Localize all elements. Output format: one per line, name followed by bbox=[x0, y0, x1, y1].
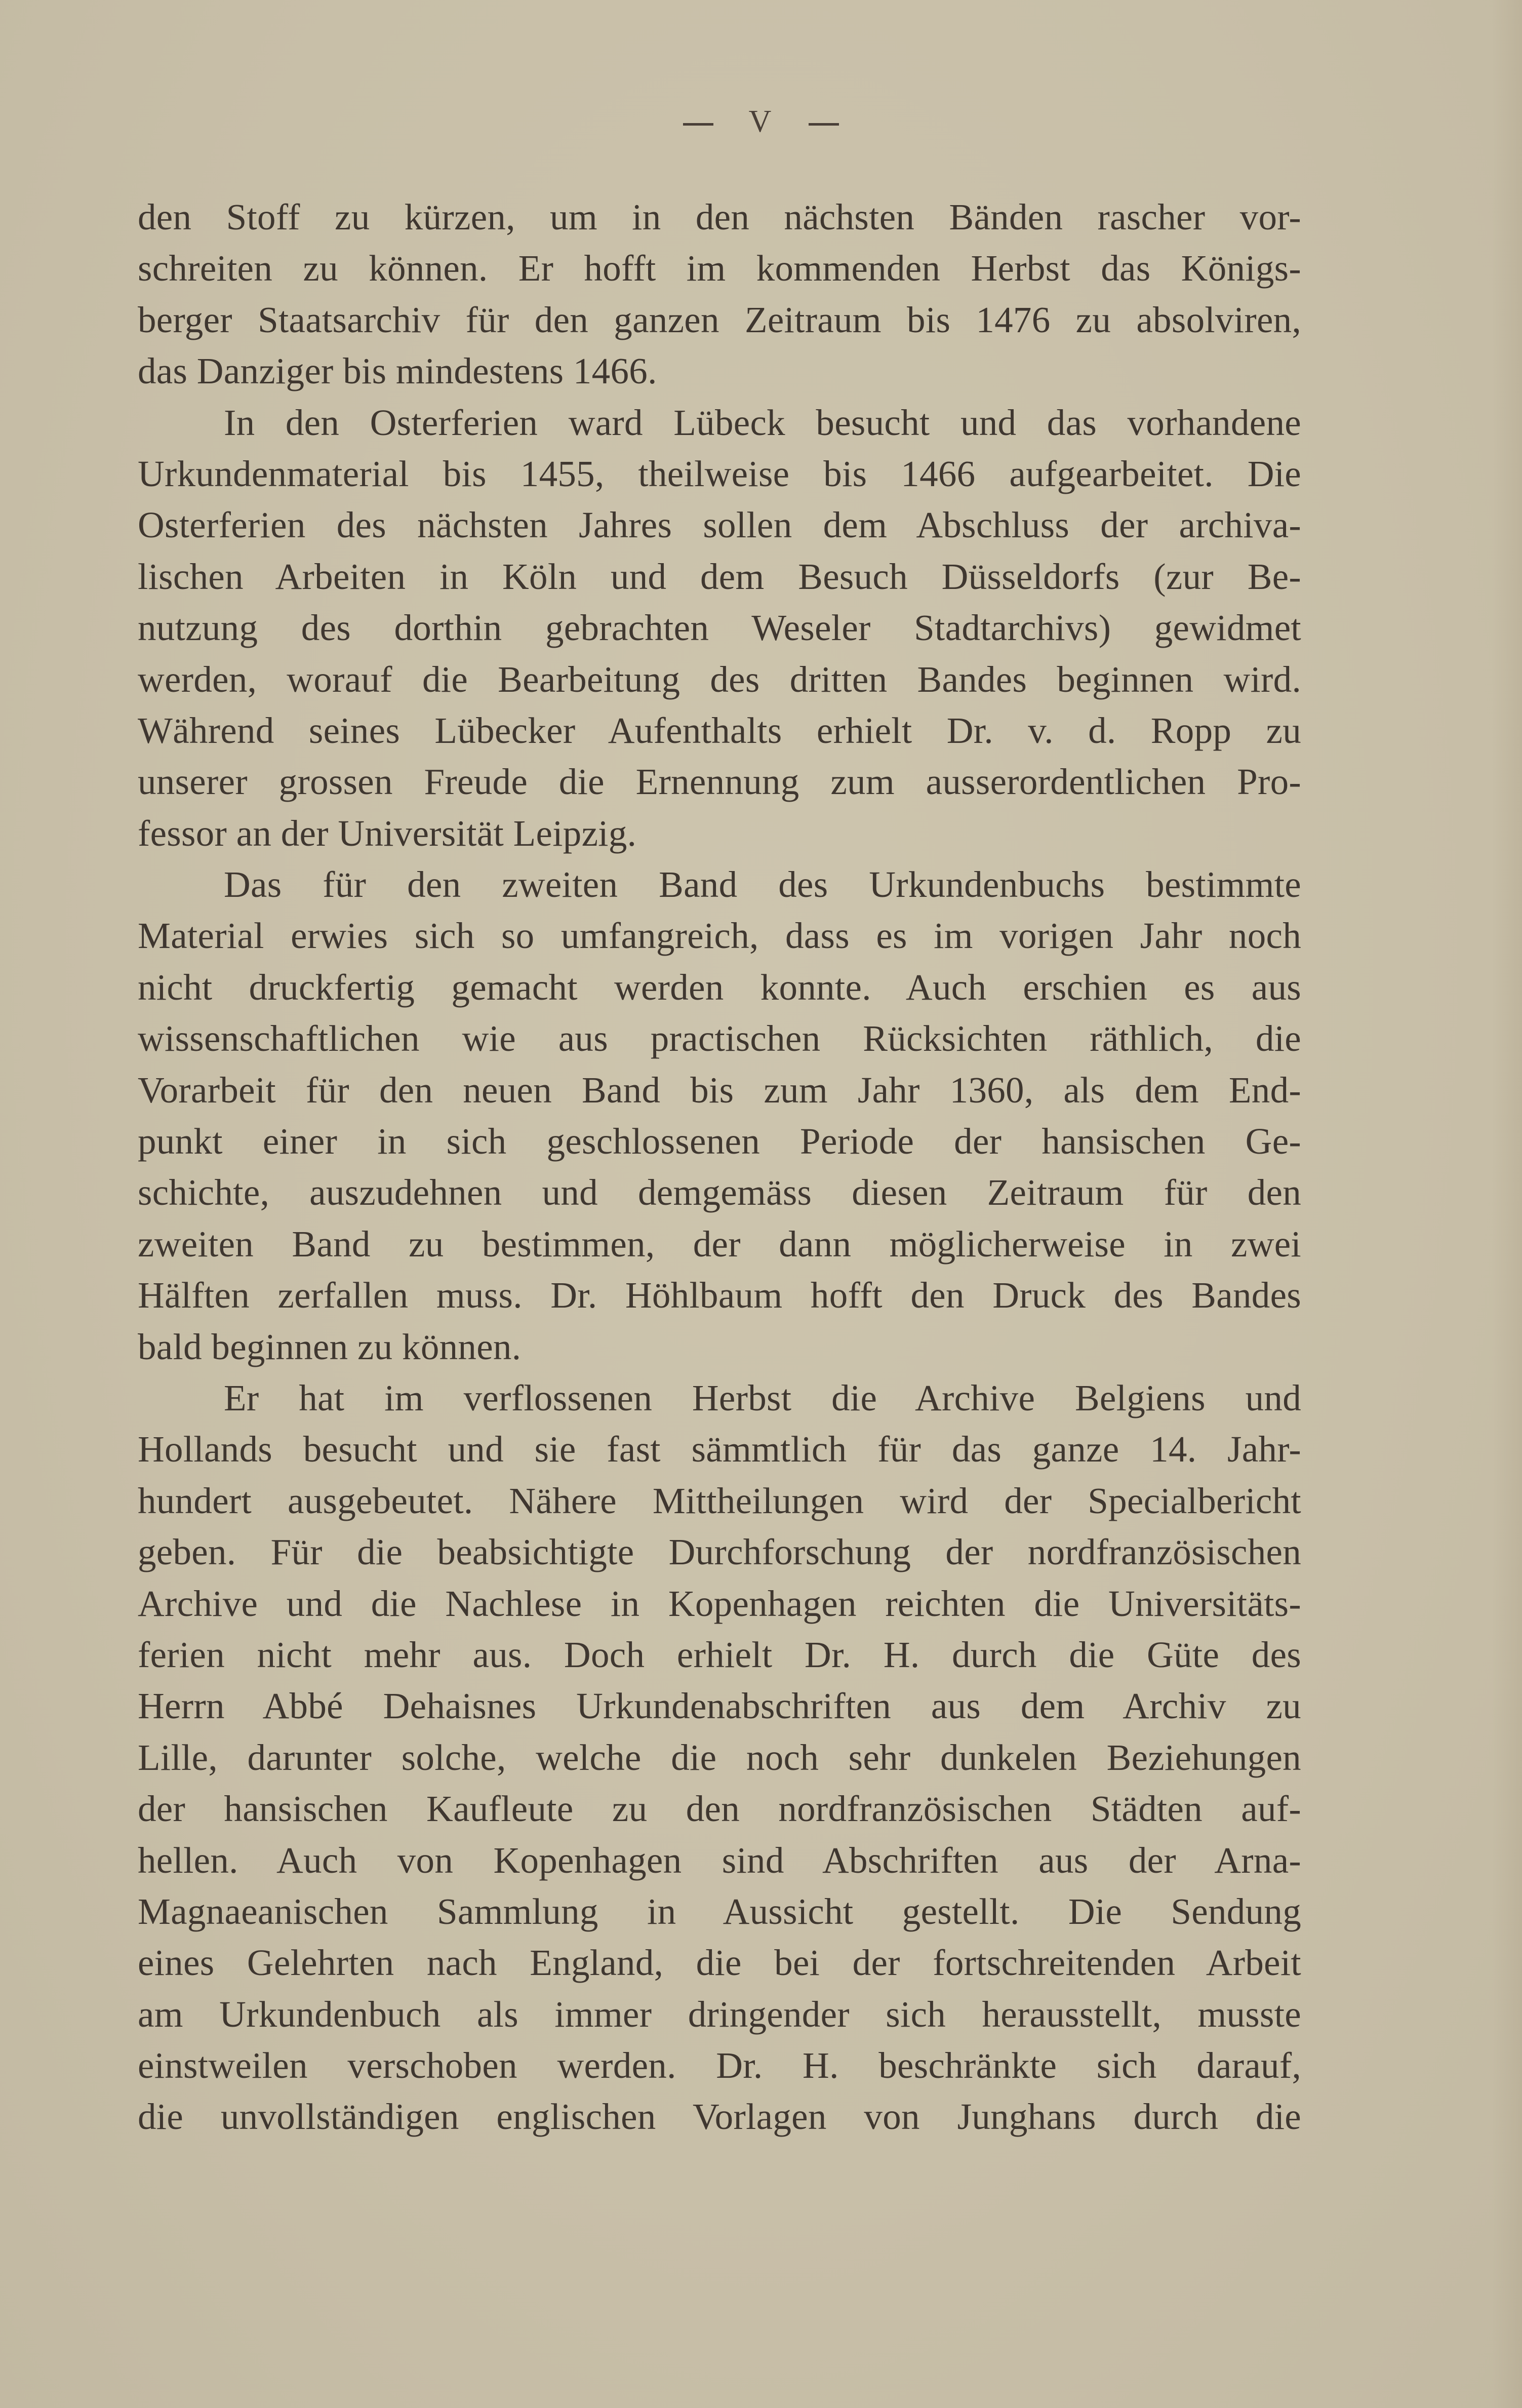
text-line: Während seines Lübecker Aufenthalts erhielt Dr. v. d. Ropp zu bbox=[138, 709, 1301, 751]
page-header bbox=[0, 104, 1522, 140]
header-dash-left bbox=[683, 123, 713, 126]
text-line: nutzung des dorthin gebrachten Weseler Stadtarchivs) gewidmet bbox=[138, 607, 1301, 649]
text-line: ferien nicht mehr aus. Doch erhielt Dr. H. durch die Güte des bbox=[138, 1634, 1301, 1675]
paragraph bbox=[138, 191, 1301, 397]
text-line: Archive und die Nachlese in Kopenhagen reichten die Universitäts- bbox=[138, 1583, 1301, 1624]
text-line: Magnaeanischen Sammlung in Aussicht gestellt. Die Sendung bbox=[138, 1890, 1301, 1932]
text-line: berger Staatsarchiv für den ganzen Zeitraum bis 1476 zu absolviren, bbox=[138, 299, 1301, 340]
text-line: Hälften zerfallen muss. Dr. Höhlbaum hofft den Druck des Bandes bbox=[138, 1275, 1301, 1316]
text-line: Herrn Abbé Dehaisnes Urkundenabschriften aus dem Archiv zu bbox=[138, 1685, 1301, 1727]
page-edge-shadow bbox=[1492, 0, 1522, 2408]
text-line: Hollands besucht und sie fast sämmtlich für das ganze 14. Jahr- bbox=[138, 1429, 1301, 1470]
text-line: der hansischen Kaufleute zu den nordfranzösischen Städten auf- bbox=[138, 1788, 1301, 1830]
text-line: einstweilen verschoben werden. Dr. H. beschränkte sich darauf, bbox=[138, 2045, 1301, 2086]
text-line: werden, worauf die Bearbeitung des dritten Bandes beginnen wird. bbox=[138, 658, 1301, 700]
text-line: Osterferien des nächsten Jahres sollen dem Abschluss der archiva- bbox=[138, 504, 1301, 546]
text-line: Er hat im verflossenen Herbst die Archive Belgiens und bbox=[224, 1377, 1301, 1418]
text-line: das Danziger bis mindestens 1466. bbox=[138, 350, 657, 392]
text-line: eines Gelehrten nach England, die bei der fortschreitenden Arbeit bbox=[138, 1942, 1301, 1984]
text-line: wissenschaftlichen wie aus practischen Rücksichten räthlich, die bbox=[138, 1018, 1301, 1059]
text-line: hellen. Auch von Kopenhagen sind Abschriften aus der Arna- bbox=[138, 1839, 1301, 1881]
text-line: geben. Für die beabsichtigte Durchforschung der nordfranzösischen bbox=[138, 1531, 1301, 1573]
text-line: Vorarbeit für den neuen Band bis zum Jahr 1360, als dem End- bbox=[138, 1069, 1301, 1111]
text-line: bald beginnen zu können. bbox=[138, 1326, 522, 1367]
text-line: punkt einer in sich geschlossenen Periode der hansischen Ge- bbox=[138, 1121, 1301, 1162]
body-text bbox=[138, 191, 1301, 2143]
paragraph bbox=[138, 1372, 1301, 2143]
text-line: die unvollständigen englischen Vorlagen von Junghans durch die bbox=[138, 2096, 1301, 2138]
page-number: V bbox=[748, 104, 774, 139]
text-line: Lille, darunter solche, welche die noch sehr dunkelen Beziehungen bbox=[138, 1736, 1301, 1778]
text-line: Das für den zweiten Band des Urkundenbuchs bestimmte bbox=[224, 864, 1301, 905]
text-line: lischen Arbeiten in Köln und dem Besuch Düsseldorfs (zur Be- bbox=[138, 556, 1301, 597]
text-line: hundert ausgebeutet. Nähere Mittheilungen wird der Specialbericht bbox=[138, 1480, 1301, 1521]
text-line: nicht druckfertig gemacht werden konnte. Auch erschien es aus bbox=[138, 966, 1301, 1008]
text-line: am Urkundenbuch als immer dringender sich herausstellt, musste bbox=[138, 1993, 1301, 2035]
paragraph bbox=[138, 397, 1301, 859]
text-line: Material erwies sich so umfangreich, dass es im vorigen Jahr noch bbox=[138, 915, 1301, 957]
text-line: schreiten zu können. Er hofft im kommenden Herbst das Königs- bbox=[138, 248, 1301, 289]
text-line: schichte, auszudehnen und demgemäss diesen Zeitraum für den bbox=[138, 1172, 1301, 1213]
text-line: unserer grossen Freude die Ernennung zum ausserordentlichen Pro- bbox=[138, 761, 1301, 803]
header-dash-right bbox=[809, 123, 839, 126]
text-line: Urkundenmaterial bis 1455, theilweise bis 1466 aufgearbeitet. Die bbox=[138, 453, 1301, 494]
paragraph bbox=[138, 859, 1301, 1372]
text-line: In den Osterferien ward Lübeck besucht und das vorhandene bbox=[224, 402, 1301, 443]
text-line: fessor an der Universität Leipzig. bbox=[138, 812, 637, 854]
text-line: zweiten Band zu bestimmen, der dann möglicherweise in zwei bbox=[138, 1223, 1301, 1265]
text-line: den Stoff zu kürzen, um in den nächsten Bänden rascher vor- bbox=[138, 196, 1301, 238]
